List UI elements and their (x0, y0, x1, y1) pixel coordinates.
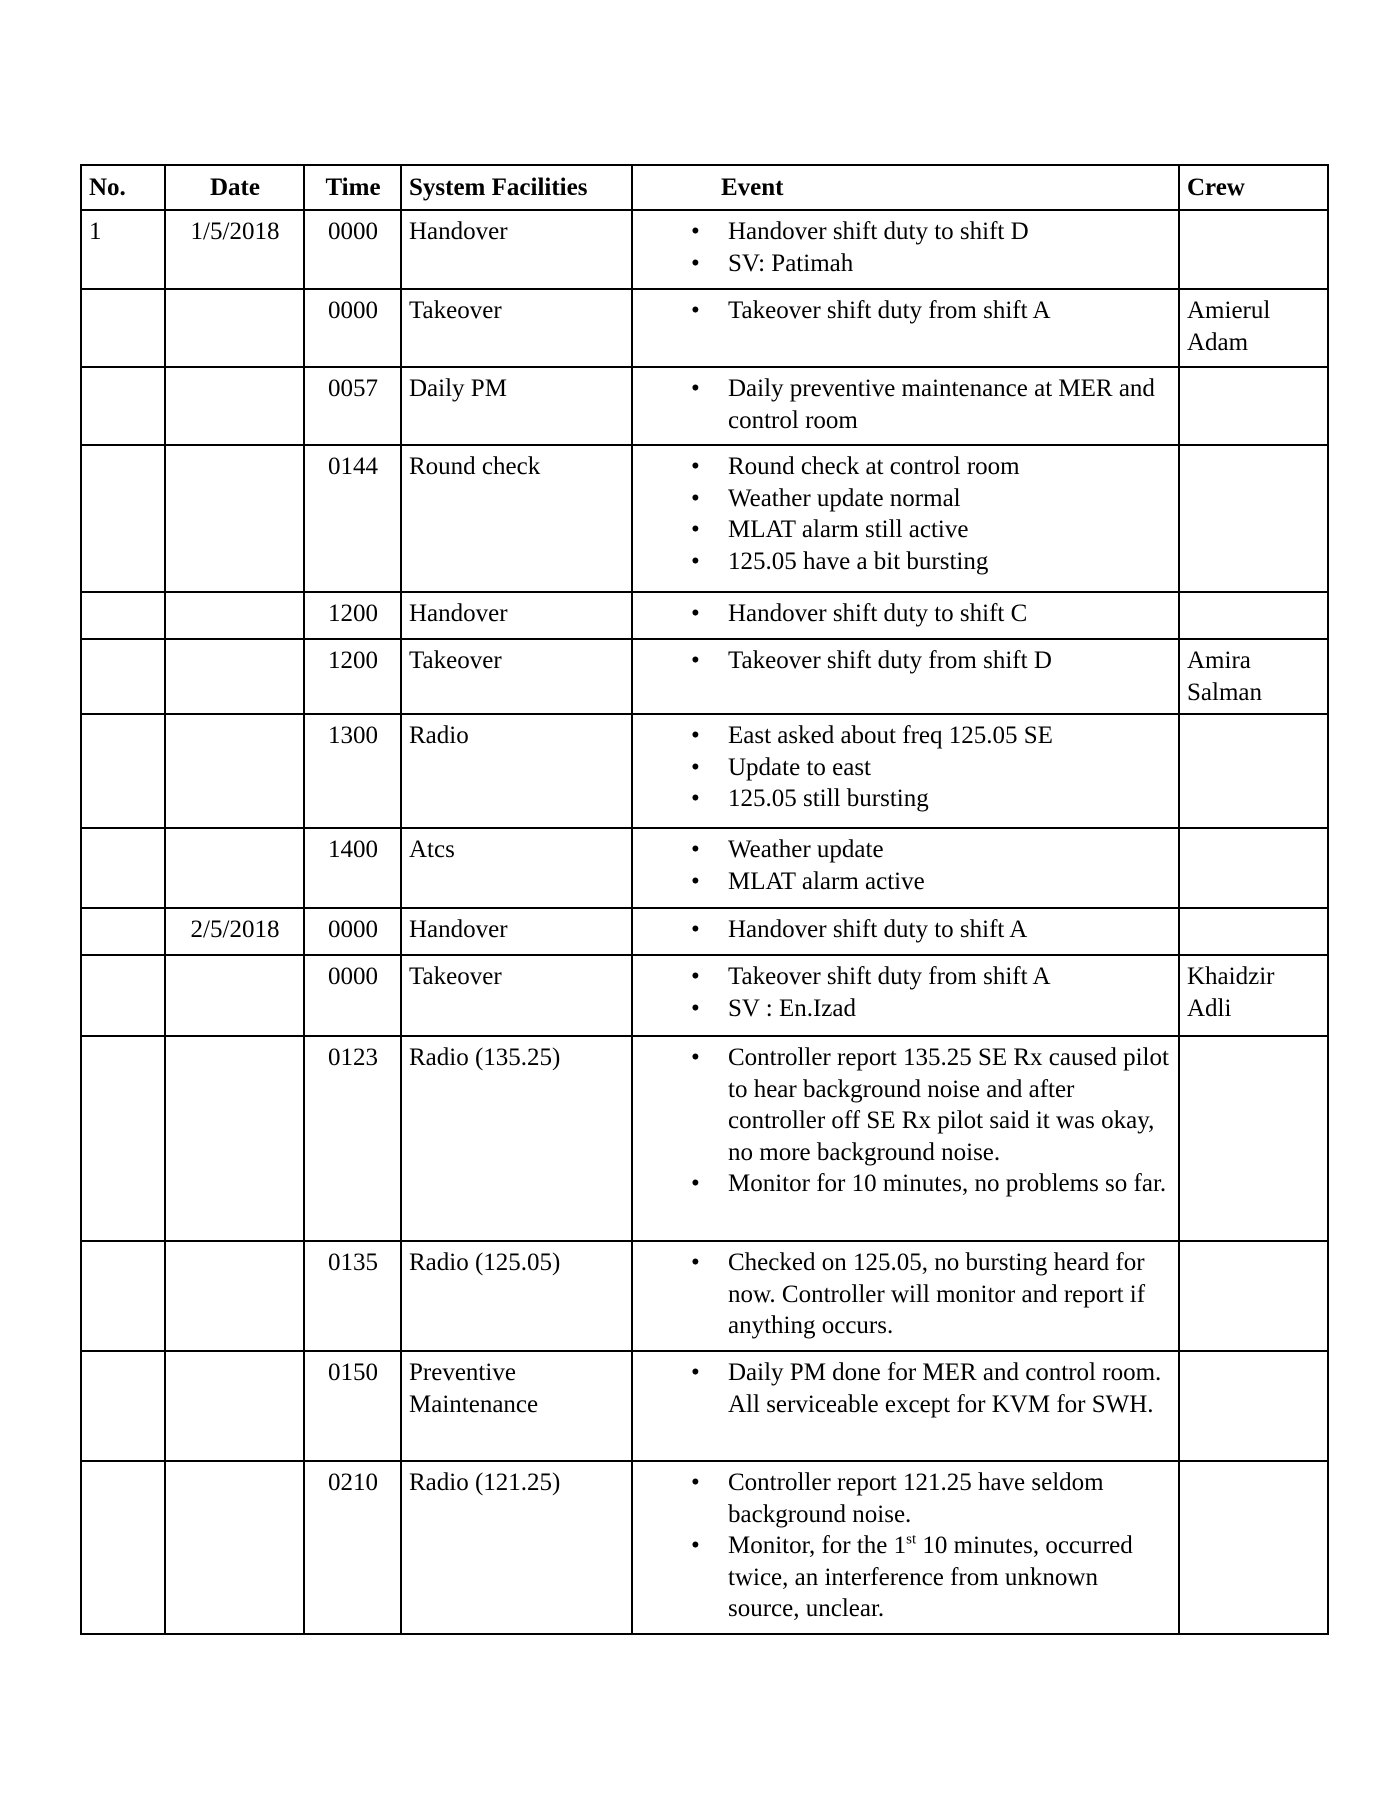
event-item (691, 1042, 1172, 1168)
event-list (640, 451, 1172, 577)
event-text: Takeover shift duty from shift A (728, 297, 1051, 324)
cell-time: 0057 (304, 367, 401, 445)
cell-system-facilities: Radio (125.05) (401, 1241, 632, 1351)
event-item (691, 834, 1172, 866)
cell-event (632, 1461, 1179, 1634)
cell-date (165, 714, 304, 828)
cell-no (81, 592, 165, 639)
cell-crew (1179, 1241, 1328, 1351)
header-system-facilities: System Facilities (401, 165, 632, 210)
cell-event (632, 908, 1179, 955)
cell-crew: Amira Salman (1179, 639, 1328, 714)
bullet-icon: • (691, 453, 700, 480)
bullet-icon: • (691, 297, 700, 324)
cell-no (81, 1036, 165, 1241)
cell-no (81, 955, 165, 1036)
event-text: Checked on 125.05, no bursting heard for now. Controller will monitor and report if anything occurs. (728, 1249, 1146, 1339)
bullet-icon: • (691, 249, 700, 277)
cell-crew (1179, 445, 1328, 592)
cell-time: 1400 (304, 828, 401, 908)
cell-date (165, 1241, 304, 1351)
cell-event (632, 1351, 1179, 1461)
event-text: Monitor, for the 1 (728, 1532, 907, 1559)
table-row (81, 1241, 1328, 1351)
cell-event (632, 210, 1179, 289)
cell-system-facilities: Handover (401, 210, 632, 289)
cell-system-facilities: Radio (135.25) (401, 1036, 632, 1241)
cell-no (81, 828, 165, 908)
cell-date: 1/5/2018 (165, 210, 304, 289)
cell-event (632, 445, 1179, 592)
table-row (81, 445, 1328, 592)
event-text: Weather update (728, 836, 884, 863)
bullet-icon: • (691, 484, 700, 512)
event-item (691, 866, 1172, 898)
event-text: Handover shift duty to shift D (728, 218, 1029, 245)
bullet-icon: • (691, 1359, 700, 1386)
event-list (640, 1467, 1172, 1625)
event-item (691, 483, 1172, 515)
ordinal-suffix: st (906, 1531, 917, 1548)
header-event: Event (632, 165, 1179, 210)
table-row (81, 1461, 1328, 1634)
cell-crew (1179, 1461, 1328, 1634)
bullet-icon: • (691, 1249, 700, 1276)
cell-time: 0000 (304, 955, 401, 1036)
cell-date (165, 592, 304, 639)
cell-system-facilities: Radio (121.25) (401, 1461, 632, 1634)
event-item (691, 598, 1172, 630)
event-item (691, 1467, 1172, 1530)
cell-crew (1179, 1036, 1328, 1241)
event-list (640, 961, 1172, 1024)
event-list (640, 216, 1172, 279)
event-item (691, 546, 1172, 578)
cell-time: 0000 (304, 210, 401, 289)
event-text: East asked about freq 125.05 SE (728, 722, 1053, 749)
event-item (691, 1357, 1172, 1420)
event-item (691, 645, 1172, 677)
cell-no: 1 (81, 210, 165, 289)
event-text: 125.05 have a bit bursting (728, 547, 989, 575)
cell-time: 1300 (304, 714, 401, 828)
event-list (640, 373, 1172, 436)
cell-system-facilities: Round check (401, 445, 632, 592)
event-text: Handover shift duty to shift A (728, 916, 1028, 943)
bullet-icon: • (691, 867, 700, 895)
event-item (691, 514, 1172, 546)
bullet-icon: • (691, 753, 700, 781)
cell-event (632, 955, 1179, 1036)
event-list (640, 834, 1172, 897)
bullet-icon: • (691, 1044, 700, 1071)
cell-crew (1179, 210, 1328, 289)
cell-date (165, 445, 304, 592)
cell-system-facilities: Atcs (401, 828, 632, 908)
bullet-icon: • (691, 994, 700, 1022)
bullet-icon: • (691, 1532, 700, 1559)
cell-date (165, 1036, 304, 1241)
cell-system-facilities: Daily PM (401, 367, 632, 445)
cell-time: 1200 (304, 592, 401, 639)
cell-no (81, 639, 165, 714)
cell-system-facilities: Preventive Maintenance (401, 1351, 632, 1461)
cell-system-facilities: Handover (401, 908, 632, 955)
cell-crew (1179, 828, 1328, 908)
event-text: Handover shift duty to shift C (728, 600, 1028, 627)
event-item (691, 248, 1172, 280)
cell-event (632, 289, 1179, 367)
event-text: Weather update normal (728, 484, 961, 512)
event-list (640, 645, 1172, 677)
cell-no (81, 908, 165, 955)
table-row (81, 955, 1328, 1036)
event-text: Controller report 135.25 SE Rx caused pilot to hear background noise and after controller off SE Rx pilot said it was okay, no more background noise. (728, 1044, 1169, 1166)
cell-system-facilities: Handover (401, 592, 632, 639)
cell-event (632, 1241, 1179, 1351)
event-list (640, 1357, 1172, 1420)
bullet-icon: • (691, 722, 700, 749)
header-date: Date (165, 165, 304, 210)
cell-date: 2/5/2018 (165, 908, 304, 955)
cell-time: 0000 (304, 908, 401, 955)
event-item (691, 216, 1172, 248)
bullet-icon: • (691, 647, 700, 674)
cell-time: 0123 (304, 1036, 401, 1241)
event-list (640, 914, 1172, 946)
cell-no (81, 714, 165, 828)
header-crew: Crew (1179, 165, 1328, 210)
cell-no (81, 289, 165, 367)
event-item (691, 1247, 1172, 1342)
cell-crew (1179, 714, 1328, 828)
cell-system-facilities: Takeover (401, 639, 632, 714)
event-item (691, 295, 1172, 327)
table-row (81, 1036, 1328, 1241)
bullet-icon: • (691, 375, 700, 402)
event-item (691, 1530, 1172, 1625)
event-text: Update to east (728, 753, 872, 781)
event-text: Daily preventive maintenance at MER and control room (728, 375, 1155, 434)
event-item (691, 993, 1172, 1025)
table-row (81, 367, 1328, 445)
cell-crew (1179, 1351, 1328, 1461)
event-text: Takeover shift duty from shift D (728, 647, 1052, 674)
cell-time: 0144 (304, 445, 401, 592)
cell-time: 0000 (304, 289, 401, 367)
header-row (81, 165, 1328, 210)
cell-time: 0150 (304, 1351, 401, 1461)
event-text: Round check at control room (728, 453, 1020, 480)
table-row (81, 592, 1328, 639)
cell-date (165, 1461, 304, 1634)
bullet-icon: • (691, 1170, 700, 1197)
table-row (81, 1351, 1328, 1461)
cell-no (81, 445, 165, 592)
cell-date (165, 955, 304, 1036)
event-list (640, 1042, 1172, 1200)
event-text: Daily PM done for MER and control room. All serviceable except for KVM for SWH. (728, 1359, 1162, 1418)
cell-crew: Khaidzir Adli (1179, 955, 1328, 1036)
cell-crew (1179, 367, 1328, 445)
event-list (640, 295, 1172, 327)
table-row (81, 908, 1328, 955)
cell-event (632, 828, 1179, 908)
event-item (691, 720, 1172, 752)
event-item (691, 752, 1172, 784)
cell-event (632, 1036, 1179, 1241)
bullet-icon: • (691, 516, 700, 543)
event-text: Controller report 121.25 have seldom background noise. (728, 1469, 1104, 1528)
event-text: SV: Patimah (728, 249, 854, 277)
table-row (81, 714, 1328, 828)
cell-crew (1179, 592, 1328, 639)
cell-event (632, 367, 1179, 445)
event-text: SV : En.Izad (728, 994, 856, 1022)
cell-no (81, 367, 165, 445)
cell-date (165, 639, 304, 714)
table-row (81, 289, 1328, 367)
cell-date (165, 828, 304, 908)
cell-event (632, 639, 1179, 714)
table-row (81, 639, 1328, 714)
cell-event (632, 714, 1179, 828)
event-text: 125.05 still bursting (728, 785, 929, 812)
event-list (640, 598, 1172, 630)
bullet-icon: • (691, 1469, 700, 1496)
cell-event (632, 592, 1179, 639)
cell-time: 1200 (304, 639, 401, 714)
event-item (691, 783, 1172, 815)
event-text: Monitor for 10 minutes, no problems so far. (728, 1170, 1167, 1197)
event-text: 10 minutes, occurred twice, an interference from unknown source, unclear. (728, 1532, 1133, 1622)
cell-crew: Amierul Adam (1179, 289, 1328, 367)
table-row (81, 828, 1328, 908)
cell-crew (1179, 908, 1328, 955)
bullet-icon: • (691, 547, 700, 575)
cell-time: 0210 (304, 1461, 401, 1634)
bullet-icon: • (691, 600, 700, 627)
event-item (691, 914, 1172, 946)
event-text: Takeover shift duty from shift A (728, 963, 1051, 990)
bullet-icon: • (691, 218, 700, 245)
event-list (640, 1247, 1172, 1342)
cell-system-facilities: Takeover (401, 289, 632, 367)
header-no: No. (81, 165, 165, 210)
cell-date (165, 367, 304, 445)
bullet-icon: • (691, 836, 700, 863)
cell-no (81, 1461, 165, 1634)
bullet-icon: • (691, 785, 700, 812)
cell-system-facilities: Takeover (401, 955, 632, 1036)
event-item (691, 373, 1172, 436)
table-row (81, 210, 1328, 289)
header-time: Time (304, 165, 401, 210)
event-item (691, 961, 1172, 993)
cell-date (165, 1351, 304, 1461)
event-text: MLAT alarm active (728, 867, 925, 895)
cell-no (81, 1241, 165, 1351)
bullet-icon: • (691, 916, 700, 943)
event-item (691, 1168, 1172, 1200)
cell-no (81, 1351, 165, 1461)
event-item (691, 451, 1172, 483)
cell-system-facilities: Radio (401, 714, 632, 828)
event-text: MLAT alarm still active (728, 516, 969, 543)
event-list (640, 720, 1172, 815)
bullet-icon: • (691, 963, 700, 990)
cell-date (165, 289, 304, 367)
shift-log-table (80, 164, 1329, 1635)
cell-time: 0135 (304, 1241, 401, 1351)
